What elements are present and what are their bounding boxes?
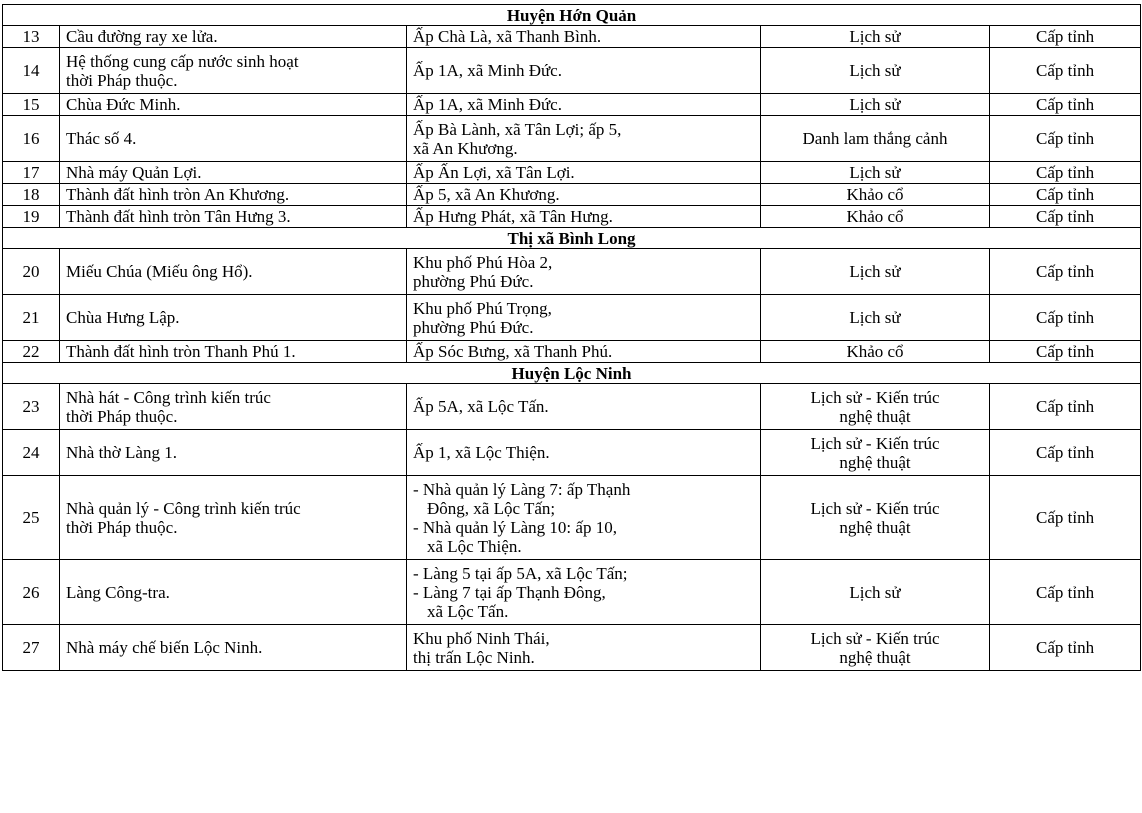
row-number: 24 xyxy=(3,430,60,476)
table-row xyxy=(3,430,1141,476)
site-address xyxy=(407,48,761,94)
site-address xyxy=(407,116,761,162)
site-address-line: Khu phố Ninh Thái, xyxy=(413,628,550,648)
site-address-line: Khu phố Phú Trọng, xyxy=(413,298,552,318)
site-address-line: Ấp Chà Là, xã Thanh Bình. xyxy=(413,27,602,46)
site-address xyxy=(407,384,761,430)
site-address xyxy=(407,625,761,671)
site-rank: Cấp tỉnh xyxy=(990,162,1141,184)
site-rank: Cấp tỉnh xyxy=(990,560,1141,625)
site-rank: Cấp tỉnh xyxy=(990,430,1141,476)
row-number: 20 xyxy=(3,249,60,295)
row-number: 16 xyxy=(3,116,60,162)
site-type xyxy=(761,94,990,116)
site-type-line: nghệ thuật xyxy=(839,647,911,667)
site-address xyxy=(407,184,761,206)
row-number: 18 xyxy=(3,184,60,206)
row-number: 21 xyxy=(3,295,60,341)
site-type xyxy=(761,184,990,206)
table-row xyxy=(3,560,1141,625)
site-type-line: Lịch sử xyxy=(849,95,901,114)
site-name-line: thời Pháp thuộc. xyxy=(66,517,178,537)
site-name-line: Thành đất hình tròn Tân Hưng 3. xyxy=(66,207,291,226)
row-number: 19 xyxy=(3,206,60,228)
site-address-line: Khu phố Phú Hòa 2, xyxy=(413,252,553,272)
site-name-line: Nhà máy Quản Lợi. xyxy=(66,163,202,182)
site-rank: Cấp tỉnh xyxy=(990,26,1141,48)
site-type-line: Lịch sử - Kiến trúc xyxy=(810,433,940,453)
site-rank: Cấp tỉnh xyxy=(990,249,1141,295)
site-name-line: Hệ thống cung cấp nước sinh hoạt xyxy=(66,51,299,71)
site-type xyxy=(761,162,990,184)
table-row xyxy=(3,26,1141,48)
section-header-row xyxy=(3,5,1141,26)
table-row xyxy=(3,249,1141,295)
site-address xyxy=(407,560,761,625)
site-name xyxy=(60,295,407,341)
site-rank: Cấp tỉnh xyxy=(990,625,1141,671)
table-row xyxy=(3,116,1141,162)
heritage-sites-table xyxy=(2,4,1141,671)
site-name xyxy=(60,94,407,116)
site-type xyxy=(761,384,990,430)
site-name-line: Thác số 4. xyxy=(66,129,137,148)
site-address xyxy=(407,341,761,363)
table-row xyxy=(3,476,1141,560)
site-address-line: - Nhà quản lý Làng 10: ấp 10, xyxy=(413,517,617,537)
site-rank: Cấp tỉnh xyxy=(990,341,1141,363)
table-row xyxy=(3,94,1141,116)
site-name-line: Miếu Chúa (Miếu ông Hổ). xyxy=(66,262,253,281)
site-address-line: Ấp 1A, xã Minh Đức. xyxy=(413,95,562,114)
row-number: 23 xyxy=(3,384,60,430)
table-row xyxy=(3,341,1141,363)
site-name xyxy=(60,249,407,295)
site-type xyxy=(761,48,990,94)
site-address-line: Ấp 1, xã Lộc Thiện. xyxy=(413,443,550,462)
site-address-line: Đông, xã Lộc Tấn; xyxy=(427,498,556,518)
site-name-line: Chùa Đức Minh. xyxy=(66,95,181,114)
site-type xyxy=(761,560,990,625)
site-address-line: Ấp 5A, xã Lộc Tấn. xyxy=(413,397,549,416)
row-number: 13 xyxy=(3,26,60,48)
site-address-line: Ấp Hưng Phát, xã Tân Hưng. xyxy=(413,207,613,226)
site-rank: Cấp tỉnh xyxy=(990,476,1141,560)
site-name xyxy=(60,162,407,184)
section-title: Huyện Hớn Quản xyxy=(3,5,1141,26)
site-type-line: Lịch sử xyxy=(849,61,901,80)
section-title: Huyện Lộc Ninh xyxy=(3,363,1141,384)
site-name xyxy=(60,384,407,430)
site-type xyxy=(761,249,990,295)
site-address-line: xã Lộc Thiện. xyxy=(427,536,522,556)
site-rank: Cấp tỉnh xyxy=(990,48,1141,94)
site-address-line: Ấp 1A, xã Minh Đức. xyxy=(413,61,562,80)
site-name xyxy=(60,476,407,560)
site-name xyxy=(60,341,407,363)
site-type-line: nghệ thuật xyxy=(839,406,911,426)
site-rank: Cấp tỉnh xyxy=(990,116,1141,162)
table-body xyxy=(3,5,1141,671)
table-row xyxy=(3,162,1141,184)
site-name xyxy=(60,26,407,48)
site-address-line: Ấp Ấn Lợi, xã Tân Lợi. xyxy=(413,163,575,182)
site-name-line: Cầu đường ray xe lửa. xyxy=(66,27,218,46)
site-name xyxy=(60,116,407,162)
site-name-line: thời Pháp thuộc. xyxy=(66,406,178,426)
site-address-line: xã An Khương. xyxy=(413,138,518,158)
site-type xyxy=(761,625,990,671)
site-type xyxy=(761,341,990,363)
site-address xyxy=(407,249,761,295)
table-row xyxy=(3,184,1141,206)
site-name-line: Nhà hát - Công trình kiến trúc xyxy=(66,387,271,407)
site-type-line: Lịch sử xyxy=(849,308,901,327)
site-name xyxy=(60,430,407,476)
site-address-line: Ấp Bà Lành, xã Tân Lợi; ấp 5, xyxy=(413,119,622,139)
site-type-line: Danh lam thắng cảnh xyxy=(802,129,948,148)
site-address xyxy=(407,206,761,228)
site-type xyxy=(761,116,990,162)
site-address-line: thị trấn Lộc Ninh. xyxy=(413,647,535,667)
table-row xyxy=(3,206,1141,228)
row-number: 25 xyxy=(3,476,60,560)
site-address-line: phường Phú Đức. xyxy=(413,271,534,291)
site-rank: Cấp tỉnh xyxy=(990,184,1141,206)
row-number: 15 xyxy=(3,94,60,116)
site-address xyxy=(407,162,761,184)
site-address-line: xã Lộc Tấn. xyxy=(427,601,509,621)
row-number: 17 xyxy=(3,162,60,184)
site-rank: Cấp tỉnh xyxy=(990,295,1141,341)
site-address xyxy=(407,26,761,48)
site-type-line: Khảo cổ xyxy=(846,342,904,361)
site-name-line: Chùa Hưng Lập. xyxy=(66,308,180,327)
site-name-line: Nhà quản lý - Công trình kiến trúc xyxy=(66,498,301,518)
site-type-line: nghệ thuật xyxy=(839,517,911,537)
site-type-line: Lịch sử - Kiến trúc xyxy=(810,387,940,407)
site-address-line: Ấp Sóc Bưng, xã Thanh Phú. xyxy=(413,342,613,361)
site-address-line: - Làng 5 tại ấp 5A, xã Lộc Tấn; xyxy=(413,563,628,583)
table-row xyxy=(3,625,1141,671)
section-header-row xyxy=(3,363,1141,384)
site-address xyxy=(407,295,761,341)
site-type-line: Lịch sử xyxy=(849,582,901,602)
site-name-line: thời Pháp thuộc. xyxy=(66,70,178,90)
site-address xyxy=(407,430,761,476)
site-name-line: Thành đất hình tròn Thanh Phú 1. xyxy=(66,342,296,361)
site-address xyxy=(407,94,761,116)
site-name-line: Nhà máy chế biến Lộc Ninh. xyxy=(66,638,263,657)
site-type xyxy=(761,476,990,560)
site-type-line: Lịch sử - Kiến trúc xyxy=(810,628,940,648)
site-name-line: Nhà thờ Làng 1. xyxy=(66,443,177,462)
row-number: 14 xyxy=(3,48,60,94)
site-name xyxy=(60,560,407,625)
site-address-line: - Làng 7 tại ấp Thạnh Đông, xyxy=(413,582,606,602)
site-name xyxy=(60,48,407,94)
document-page xyxy=(2,4,1140,671)
site-type-line: nghệ thuật xyxy=(839,452,911,472)
section-title: Thị xã Bình Long xyxy=(3,228,1141,249)
site-address xyxy=(407,476,761,560)
row-number: 27 xyxy=(3,625,60,671)
site-type xyxy=(761,206,990,228)
site-address-line: - Nhà quản lý Làng 7: ấp Thạnh xyxy=(413,479,631,499)
row-number: 22 xyxy=(3,341,60,363)
site-type-line: Lịch sử - Kiến trúc xyxy=(810,498,940,518)
table-row xyxy=(3,384,1141,430)
site-type xyxy=(761,295,990,341)
site-type-line: Lịch sử xyxy=(849,262,901,281)
site-rank: Cấp tỉnh xyxy=(990,384,1141,430)
site-type-line: Lịch sử xyxy=(849,163,901,182)
site-rank: Cấp tỉnh xyxy=(990,206,1141,228)
row-number: 26 xyxy=(3,560,60,625)
site-name-line: Làng Công-tra. xyxy=(66,582,170,602)
section-header-row xyxy=(3,228,1141,249)
site-type xyxy=(761,26,990,48)
table-row xyxy=(3,295,1141,341)
site-type-line: Khảo cổ xyxy=(846,185,904,204)
site-name-line: Thành đất hình tròn An Khương. xyxy=(66,185,290,204)
site-name xyxy=(60,184,407,206)
site-rank: Cấp tỉnh xyxy=(990,94,1141,116)
site-type-line: Lịch sử xyxy=(849,27,901,46)
site-name xyxy=(60,625,407,671)
site-name xyxy=(60,206,407,228)
table-row xyxy=(3,48,1141,94)
site-address-line: Ấp 5, xã An Khương. xyxy=(413,185,560,204)
site-type xyxy=(761,430,990,476)
site-type-line: Khảo cổ xyxy=(846,207,904,226)
site-address-line: phường Phú Đức. xyxy=(413,317,534,337)
